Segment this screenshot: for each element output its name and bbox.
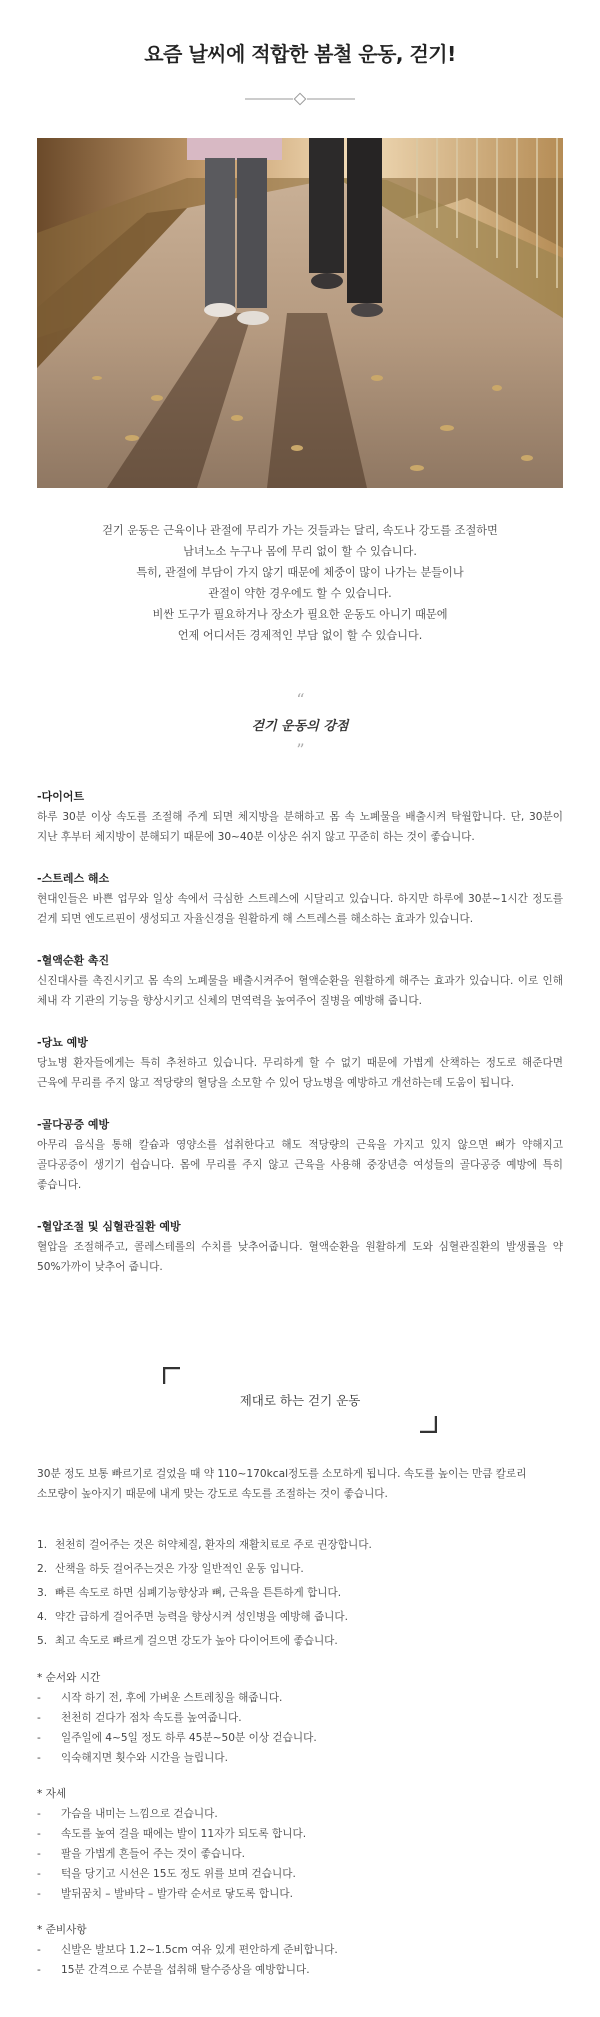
strength-item — [37, 1033, 563, 1093]
strength-body: 당뇨병 환자들에게는 특히 추천하고 있습니다. 무리하게 할 수 없기 때문에 가볍게 산책하는 정도로 해준다면 근육에 무리를 주지 않고 적당량의 혈당을 소모할 수 있어 당뇨병을 예방하고 개선하는데 도움이 됩니다. — [37, 1057, 563, 1089]
list-item — [37, 1844, 563, 1864]
tip-text: 속도를 높여 걸을 때에는 발이 11자가 되도록 합니다. — [61, 1828, 307, 1840]
tip-group-order-time — [37, 1668, 563, 1768]
tip-heading: * 준비사항 — [37, 1924, 87, 1936]
step-text: 약간 급하게 걸어주면 능력을 향상시켜 성인병을 예방해 줍니다. — [55, 1611, 349, 1623]
proper-walking-description: 30분 정도 보통 빠르기로 걸었을 때 약 110~170kcal정도를 소모하게 됩니다. 속도를 높이는 만큼 칼로리 소모량이 높아지기 때문에 내게 맞는 강도로 속도를 조절하는 것이 좋습니다. — [37, 1468, 527, 1500]
list-item — [37, 1884, 563, 1904]
step-text: 산책을 하듯 걸어주는것은 가장 일반적인 운동 입니다. — [55, 1563, 304, 1575]
tip-text: 익숙해지면 횟수와 시간을 늘립니다. — [61, 1752, 228, 1764]
intro-line: 비싼 도구가 필요하거나 장소가 필요한 운동도 아니기 때문에 — [152, 608, 448, 621]
tip-text: 일주일에 4~5일 정도 하루 45분~50분 이상 걷습니다. — [61, 1732, 317, 1744]
step-text: 최고 속도로 빠르게 걸으면 강도가 높아 다이어트에 좋습니다. — [55, 1635, 338, 1647]
bracket-top-left-icon — [163, 1367, 181, 1385]
list-item — [37, 1960, 563, 1980]
walking-steps-list — [37, 1533, 563, 1653]
strength-title: -다이어트 — [37, 790, 85, 803]
dash-bullet: - — [37, 1808, 41, 1820]
strength-item — [37, 951, 563, 1011]
list-item — [37, 1748, 563, 1768]
intro-line: 남녀노소 누구나 몸에 무리 없이 할 수 있습니다. — [183, 545, 417, 558]
step-number: 4. — [37, 1611, 48, 1623]
list-item — [37, 1533, 563, 1557]
dash-bullet: - — [37, 1828, 41, 1840]
intro-line: 언제 어디서든 경제적인 부담 없이 할 수 있습니다. — [177, 629, 423, 642]
strength-item — [37, 869, 563, 929]
list-item — [37, 1864, 563, 1884]
tip-text: 팔을 가볍게 흔들어 주는 것이 좋습니다. — [61, 1848, 245, 1860]
step-text: 빠른 속도로 하면 심폐기능향상과 뼈, 근육을 튼튼하게 합니다. — [55, 1587, 342, 1599]
tip-group-posture — [37, 1784, 563, 1904]
close-quote-icon: ” — [296, 740, 304, 759]
intro-paragraph — [40, 520, 560, 646]
strength-body: 하루 30분 이상 속도를 조절해 주게 되면 체지방을 분해하고 몸 속 노폐물을 배출시켜 탁월합니다. 단, 30분이 지난 후부터 체지방이 분해되기 때문에 30~40분 이상은 쉬지 않고 꾸준히 하는 것이 좋습니다. — [37, 811, 563, 843]
list-item — [37, 1557, 563, 1581]
step-number: 2. — [37, 1563, 48, 1575]
strength-title: -당뇨 예방 — [37, 1036, 88, 1049]
strength-item — [37, 1217, 563, 1277]
list-item — [37, 1688, 563, 1708]
tips-section — [37, 1668, 563, 1996]
intro-line: 관절이 약한 경우에도 할 수 있습니다. — [208, 587, 392, 600]
tip-text: 턱을 당기고 시선은 15도 정도 위를 보며 걷습니다. — [61, 1868, 296, 1880]
strength-body: 혈압을 조절해주고, 콜레스테롤의 수치를 낮추어줍니다. 혈액순환을 원활하게 도와 심혈관질환의 발생률을 약 50%가까이 낮추어 줍니다. — [37, 1241, 563, 1273]
strength-body: 현대인들은 바쁜 업무와 일상 속에서 극심한 스트레스에 시달리고 있습니다. 하지만 하루에 30분~1시간 정도를 걷게 되면 엔도르핀이 생성되고 자율신경을 원활하게 해 스트레스를 해소하는 효과가 있습니다. — [37, 893, 563, 925]
strength-body: 아무리 음식을 통해 칼슘과 영양소를 섭취한다고 해도 적당량의 근육을 가지고 있지 않으면 뼈가 약해지고 골다공증이 생기기 쉽습니다. 몸에 무리를 주지 않고 근육을 사용해 중장년층 여성들의 골다공증 예방에 특히 좋습니다. — [37, 1139, 563, 1191]
strength-title: -골다공증 예방 — [37, 1118, 110, 1131]
title-divider — [245, 92, 355, 106]
strength-body: 신진대사를 촉진시키고 몸 속의 노폐물을 배출시켜주어 혈액순환을 원활하게 해주는 효과가 있습니다. 이로 인해 체내 각 기관의 기능을 향상시키고 신체의 면역력을 높여주어 질병을 예방해 줍니다. — [37, 975, 563, 1007]
dash-bullet: - — [37, 1732, 41, 1744]
list-item — [37, 1708, 563, 1728]
strength-item — [37, 787, 563, 847]
dash-bullet: - — [37, 1868, 41, 1880]
open-quote-icon: “ — [296, 690, 304, 709]
list-item — [37, 1581, 563, 1605]
strength-item — [37, 1115, 563, 1195]
tip-heading: * 자세 — [37, 1788, 67, 1800]
tip-text: 신발은 발보다 1.2~1.5cm 여유 있게 편안하게 준비합니다. — [61, 1944, 338, 1956]
dash-bullet: - — [37, 1712, 41, 1724]
tip-text: 천천히 걷다가 점차 속도를 높여줍니다. — [61, 1712, 242, 1724]
dash-bullet: - — [37, 1964, 41, 1976]
strengths-heading: 걷기 운동의 강점 — [251, 719, 349, 734]
strengths-list — [37, 787, 563, 1299]
page-title: 요즘 날씨에 적합한 봄철 운동, 걷기! — [144, 42, 456, 66]
dash-bullet: - — [37, 1944, 41, 1956]
dash-bullet: - — [37, 1692, 41, 1704]
strength-title: -혈압조절 및 심혈관질환 예방 — [37, 1220, 181, 1233]
intro-line: 특히, 관절에 부담이 가지 않기 때문에 체중이 많이 나가는 분들이나 — [136, 566, 464, 579]
dash-bullet: - — [37, 1752, 41, 1764]
list-item — [37, 1728, 563, 1748]
hero-image — [37, 138, 563, 488]
bracket-bottom-right-icon — [419, 1415, 437, 1433]
tip-text: 15분 간격으로 수분을 섭취해 탈수증상을 예방합니다. — [61, 1964, 310, 1976]
intro-line: 걷기 운동은 근육이나 관절에 무리가 가는 것들과는 달리, 속도나 강도를 조절하면 — [102, 524, 498, 537]
step-number: 5. — [37, 1635, 48, 1647]
tip-text: 시작 하기 전, 후에 가벼운 스트레칭을 해줍니다. — [61, 1692, 283, 1704]
step-number: 3. — [37, 1587, 48, 1599]
strength-title: -혈액순환 촉진 — [37, 954, 110, 967]
list-item — [37, 1605, 563, 1629]
strength-title: -스트레스 해소 — [37, 872, 110, 885]
proper-walking-heading: 제대로 하는 걷기 운동 — [239, 1393, 361, 1408]
tip-group-preparation — [37, 1920, 563, 1980]
list-item — [37, 1940, 563, 1960]
dash-bullet: - — [37, 1888, 41, 1900]
list-item — [37, 1629, 563, 1653]
step-text: 천천히 걸어주는 것은 허약체질, 환자의 재활치료로 주로 권장합니다. — [55, 1539, 372, 1551]
list-item — [37, 1804, 563, 1824]
step-number: 1. — [37, 1539, 48, 1551]
tip-text: 발뒤꿈치 – 발바닥 – 발가락 순서로 닿도록 합니다. — [61, 1888, 293, 1900]
tip-heading: * 순서와 시간 — [37, 1672, 101, 1684]
list-item — [37, 1824, 563, 1844]
diamond-icon — [294, 93, 305, 104]
tip-text: 가슴을 내미는 느낌으로 걷습니다. — [61, 1808, 218, 1820]
dash-bullet: - — [37, 1848, 41, 1860]
